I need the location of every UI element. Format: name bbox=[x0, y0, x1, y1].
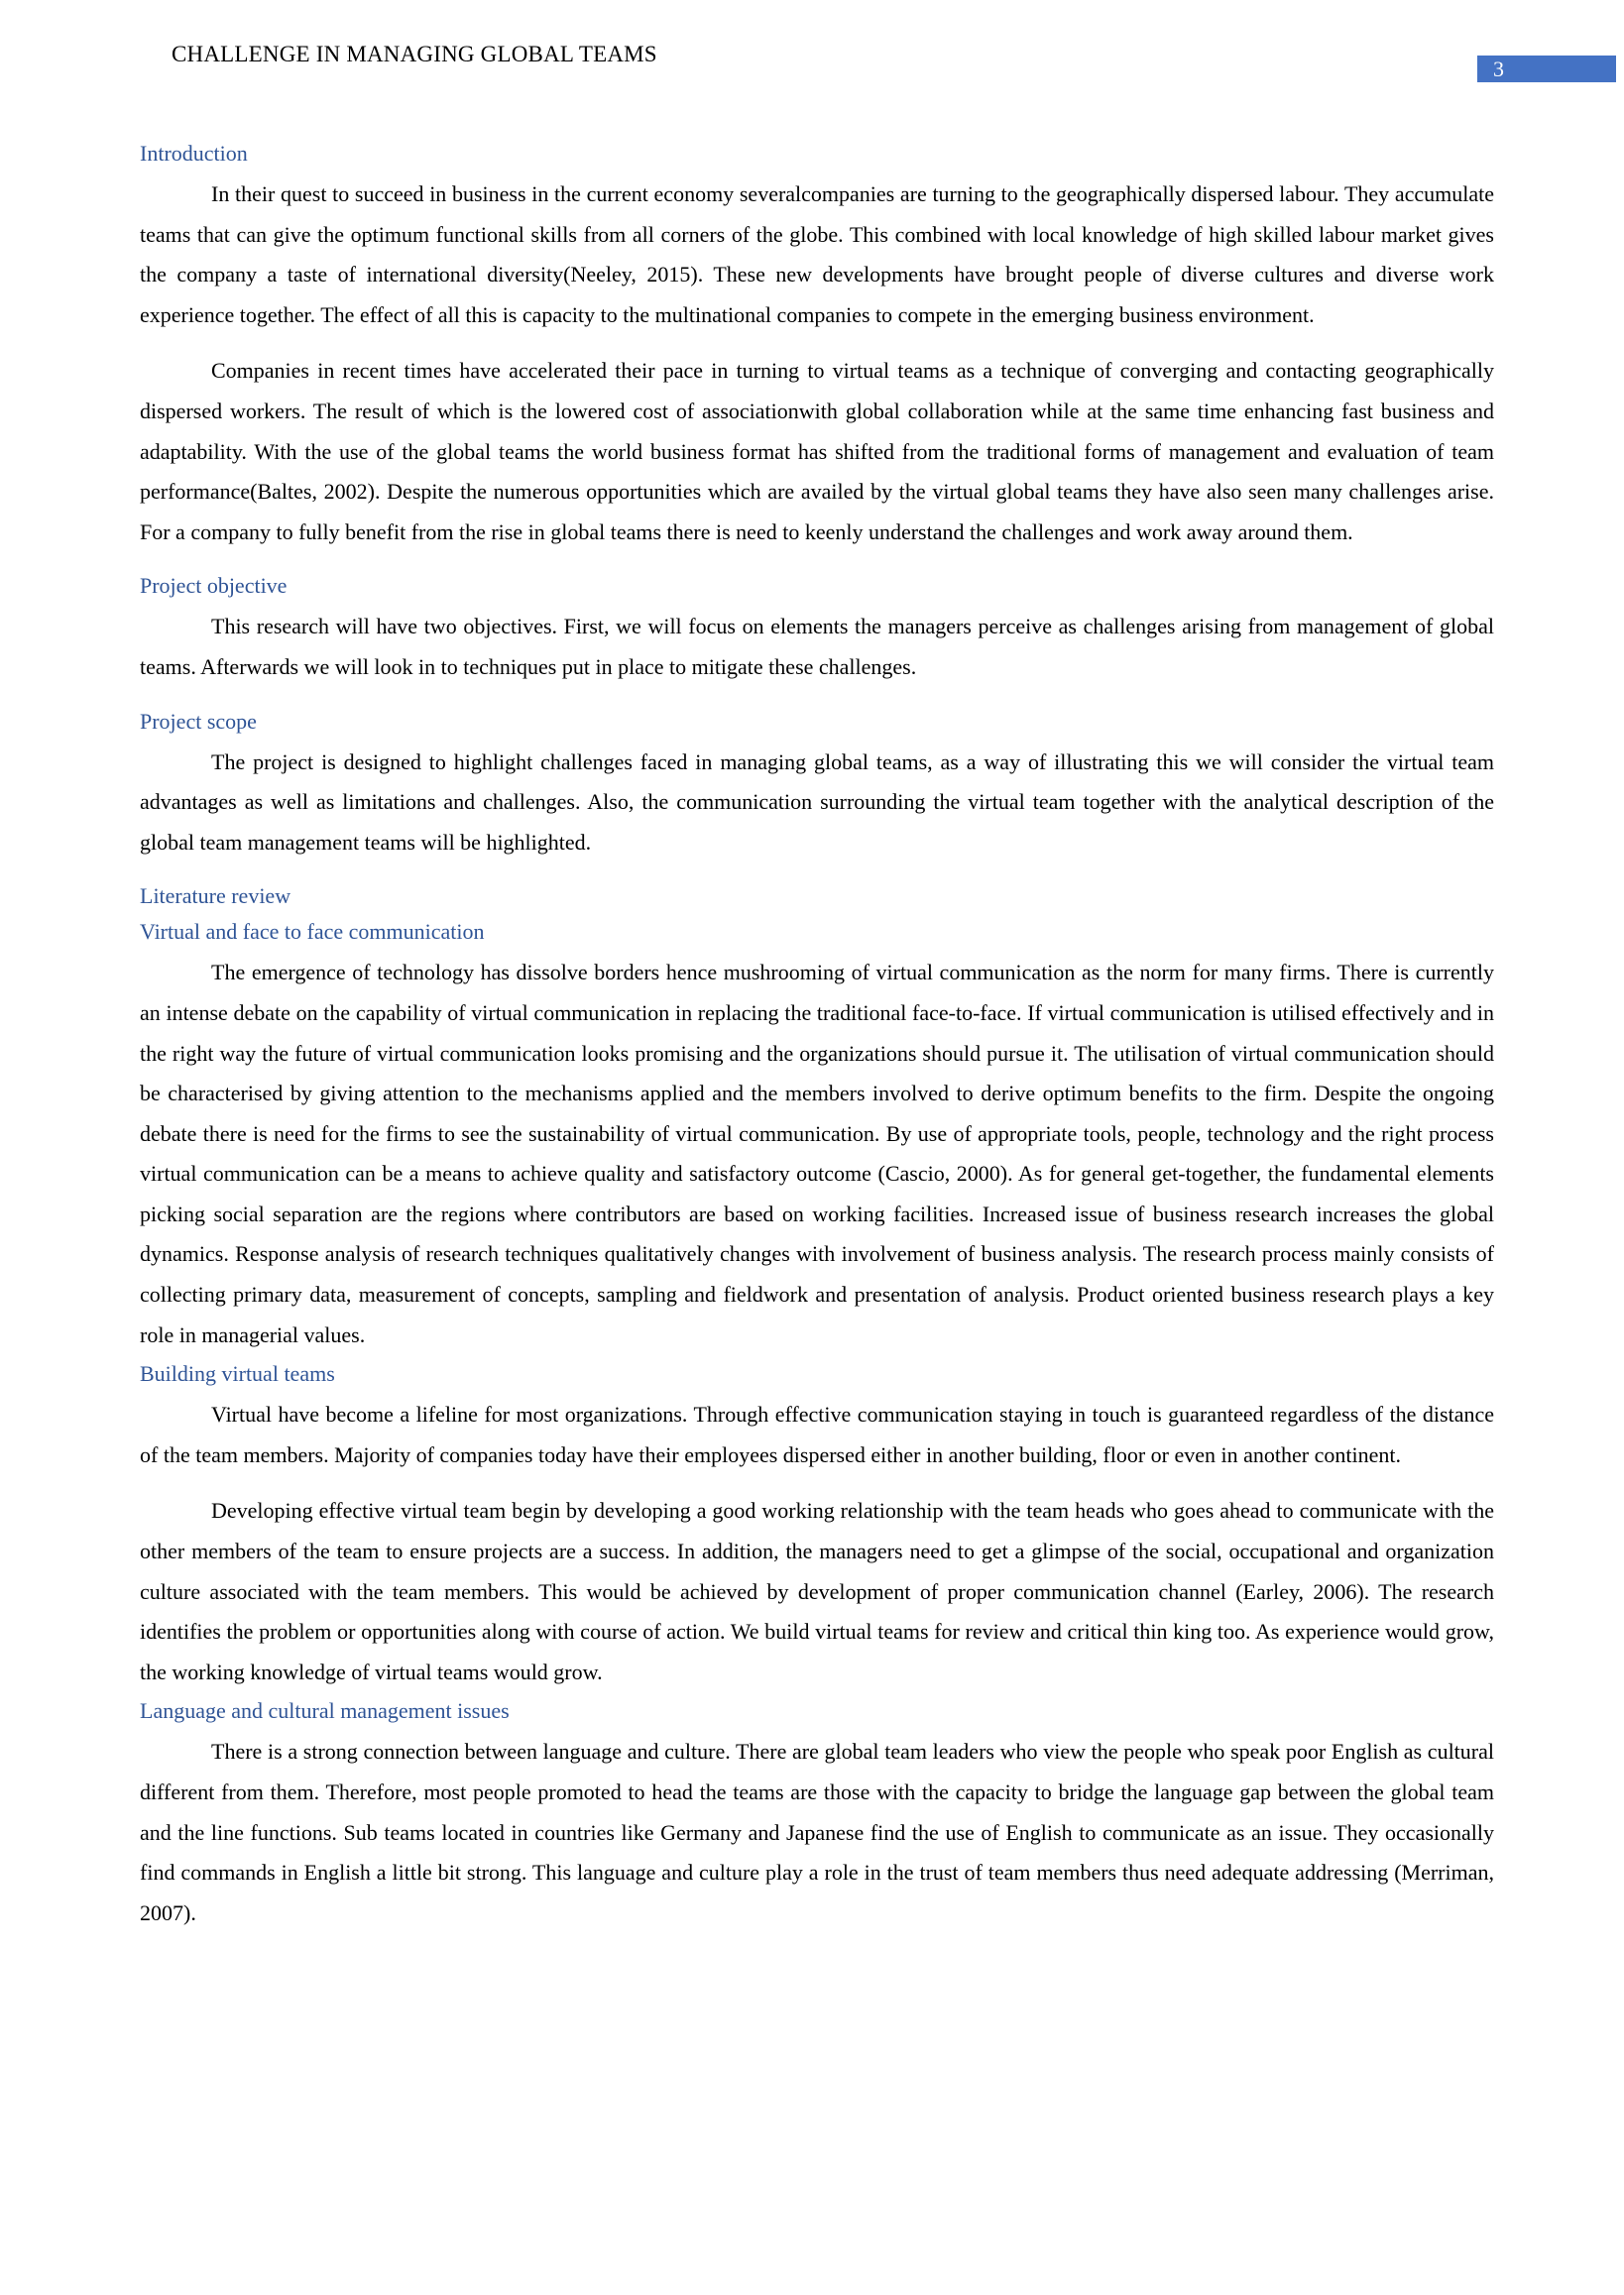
paragraph-introduction-2: Companies in recent times have accelerated their pace in turning to virtual teams as a technique of converging and contacting geographically dispersed workers. The result of which is the lowered cost of associationwith global collaboration while at the same time enhancing fast business and adaptability. With the use of the global teams the world business format has shifted from the traditional forms of management and evaluation of team performance(Baltes, 2002). Despite the numerous opportunities which are availed by the virtual global teams they have also seen many challenges arise. For a company to fully benefit from the rise in global teams there is need to keenly understand the challenges and work away around them. bbox=[140, 358, 1494, 544]
paragraph-language-cultural-issues: There is a strong connection between language and culture. There are global team leaders who view the people who speak poor English as cultural different from them. Therefore, most people promoted to head the teams are those with the capacity to bridge the language gap between the global team and the line functions. Sub teams located in countries like Germany and Japanese find the use of English to communicate as an issue. They occasionally find commands in English a little bit strong. This language and culture play a role in the trust of team members thus need adequate addressing (Merriman, 2007). bbox=[140, 1739, 1494, 1925]
running-head: CHALLENGE IN MANAGING GLOBAL TEAMS bbox=[172, 42, 657, 66]
paragraph-building-virtual-teams-2: Developing effective virtual team begin by developing a good working relationship with the team heads who goes ahead to communicate with the other members of the team to ensure projects are a success. In addition, the managers need to get a glimpse of the social, occupational and organization culture associated with the team members. This would be achieved by development of proper communication channel (Earley, 2006). The research identifies the problem or opportunities along with course of action. We build virtual teams for review and critical thin king too. As experience would grow, the working knowledge of virtual teams would grow. bbox=[140, 1498, 1494, 1684]
heading-virtual-communication: Virtual and face to face communication bbox=[140, 919, 485, 945]
paragraph-building-virtual-teams-1: Virtual have become a lifeline for most organizations. Through effective communication staying in touch is guaranteed regardless of the distance of the team members. Majority of companies today have their employees dispersed either in another building, floor or even in another continent. bbox=[140, 1402, 1494, 1467]
page-number-badge: 3 bbox=[1477, 56, 1616, 82]
document-body bbox=[140, 133, 1494, 1933]
heading-language-cultural-issues: Language and cultural management issues bbox=[140, 1698, 510, 1724]
paragraph-project-scope: The project is designed to highlight challenges faced in managing global teams, as a way of illustrating this we will consider the virtual team advantages as well as limitations and challenges. Also, the communication surrounding the virtual team together with the analytical description of the global team management teams will be highlighted. bbox=[140, 748, 1494, 855]
heading-project-objective: Project objective bbox=[140, 573, 288, 599]
heading-literature-review: Literature review bbox=[140, 883, 291, 909]
heading-building-virtual-teams: Building virtual teams bbox=[140, 1361, 335, 1387]
heading-project-scope: Project scope bbox=[140, 708, 257, 734]
paragraph-virtual-communication: The emergence of technology has dissolve borders hence mushrooming of virtual communication as the norm for many firms. There is currently an intense debate on the capability of virtual communication in replacing the traditional face-to-face. If virtual communication is utilised effectively and in the right way the future of virtual communication looks promising and the organizations should pursue it. The utilisation of virtual communication should be characterised by giving attention to the mechanisms applied and the members involved to derive optimum benefits to the firm. Despite the ongoing debate there is need for the firms to see the sustainability of virtual communication. By use of appropriate tools, people, technology and the right process virtual communication can be a means to achieve quality and satisfactory outcome (Cascio, 2000). As for general get-together, the fundamental elements picking social separation are the regions where contributors are based on working facilities. Increased issue of business research increases the global dynamics. Response analysis of research techniques qualitatively changes with involvement of business analysis. The research process mainly consists of collecting primary data, measurement of concepts, sampling and fieldwork and presentation of analysis. Product oriented business research plays a key role in managerial values. bbox=[140, 960, 1494, 1347]
paragraph-project-objective: This research will have two objectives. First, we will focus on elements the managers perceive as challenges arising from management of global teams. Afterwards we will look in to techniques put in place to mitigate these challenges. bbox=[140, 614, 1494, 679]
heading-introduction: Introduction bbox=[140, 141, 248, 166]
paragraph-introduction-1: In their quest to succeed in business in the current economy severalcompanies are turning to the geographically dispersed labour. They accumulate teams that can give the optimum functional skills from all corners of the globe. This combined with local knowledge of high skilled labour market gives the company a taste of international diversity(Neeley, 2015). These new developments have brought people of diverse cultures and diverse work experience together. The effect of all this is capacity to the multinational companies to compete in the emerging business environment. bbox=[140, 181, 1494, 327]
